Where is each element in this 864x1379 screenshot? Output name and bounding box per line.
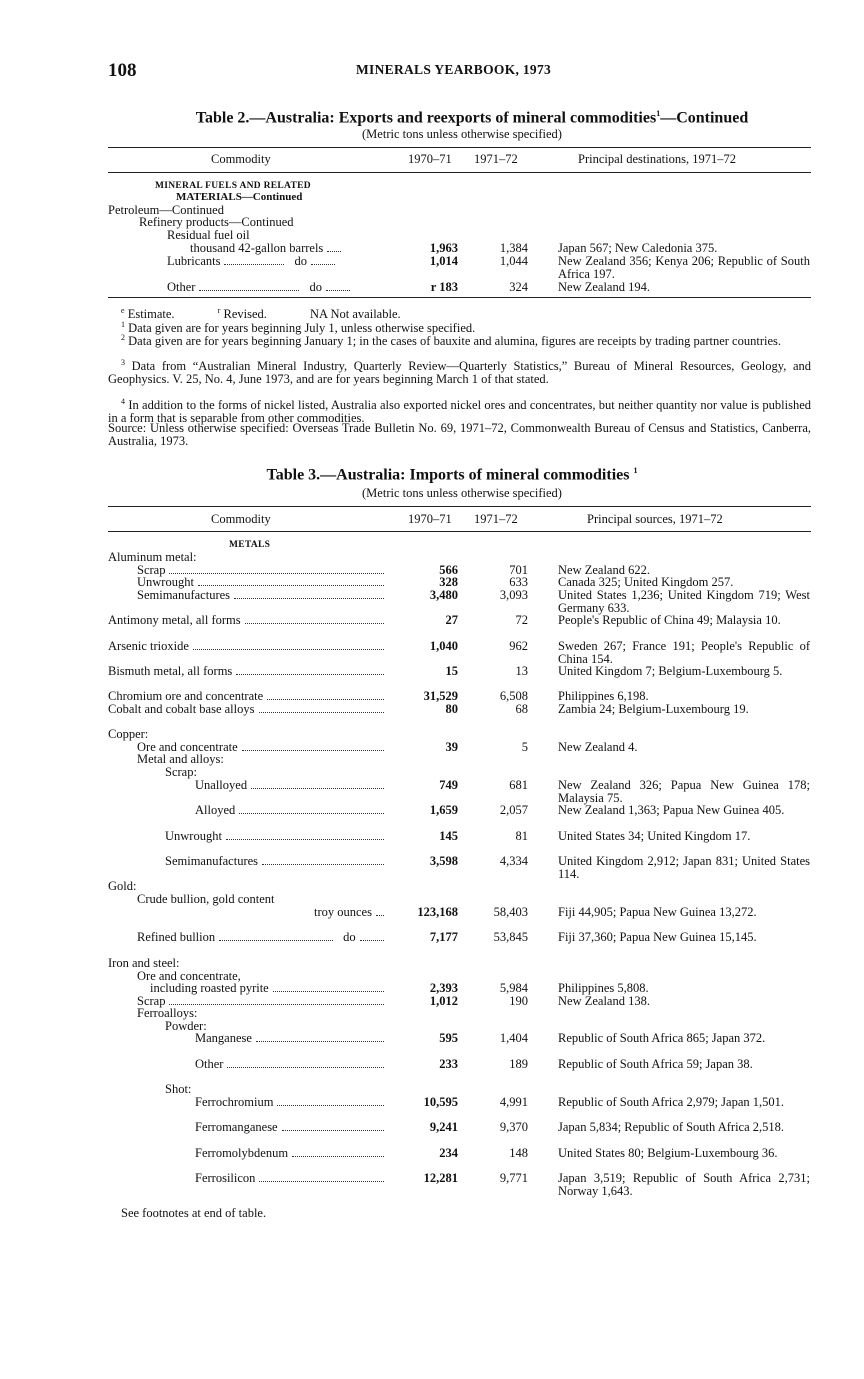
leader-dots [169, 996, 384, 1005]
leader-dots [227, 1059, 384, 1068]
leader-dots [169, 565, 384, 574]
table3-top-rule [108, 506, 811, 507]
table2-col-1971: 1971–72 [474, 152, 518, 166]
leader-dots [376, 907, 384, 916]
leader-dots [239, 805, 384, 814]
leader-dots [193, 641, 384, 650]
leader-dots [251, 780, 384, 789]
footnote-1: $^1$ Data given are for years beginning July 1, unless otherwise specified. [121, 320, 476, 336]
leader-dots [198, 577, 384, 586]
leader-dots [282, 1122, 384, 1131]
table3-col-commodity: Commodity [211, 512, 271, 526]
table2-bottom-rule [108, 297, 811, 298]
table2-col-commodity: Commodity [211, 152, 271, 166]
leader-dots [219, 932, 333, 941]
table2-col-destinations: Principal destinations, 1971–72 [578, 152, 736, 166]
table3-header-rule [108, 531, 811, 532]
footnote-4: $^4$ In addition to the forms of nickel listed, Australia also exported nickel ores and concentrates, but neither quantity nor value is published in a form that is separable from other commodities. [108, 397, 811, 425]
table3-subtitle: (Metric tons unless otherwise specified) [362, 486, 562, 500]
leader-dots [360, 932, 384, 941]
footnote-source: Source: Unless otherwise specified: Overseas Trade Bulletin No. 69, 1971–72, Commonwealth Bureau of Census and Statistics, Canberra, Australia, 1973. [108, 421, 811, 448]
table2-title: Table 2.—Australia: Exports and reexports of mineral commodities$^1$—Continued [195, 109, 749, 127]
leader-dots [277, 1097, 384, 1106]
table3-title: Table 3.—Australia: Imports of mineral commodities $^1$ [266, 466, 638, 484]
running-header: MINERALS YEARBOOK, 1973 [356, 62, 552, 77]
leader-dots [256, 1033, 384, 1042]
table2-col-1970: 1970–71 [408, 152, 452, 166]
table2-subtitle: (Metric tons unless otherwise specified) [362, 127, 562, 141]
leader-dots [242, 742, 384, 751]
page-number: 108 [108, 60, 137, 81]
leader-dots [259, 704, 384, 713]
leader-dots [236, 666, 384, 675]
table2-header-rule [108, 172, 811, 173]
leader-dots [259, 1173, 384, 1182]
leader-dots [226, 831, 384, 840]
footnote-3: $^3$ Data from “Australian Mineral Industry, Quarterly Review—Quarterly Statistics,” Bureau of Mineral Resources, Geology, and Geophysics. V. 25, No. 4, June 1973, and are for years beginning March 1 of that stated. [108, 358, 811, 386]
leader-dots [273, 983, 384, 992]
leader-dots [262, 856, 384, 865]
table3-col-1971: 1971–72 [474, 512, 518, 526]
footnote-2: $^2$ Data given are for years beginning January 1; in the cases of bauxite and alumina, figures are receipts by trading partner countries. [121, 333, 782, 349]
footnote-abbrevs: $^e$ Estimate. $^r$ Revised. NA Not available. [121, 306, 401, 322]
leader-dots [234, 590, 384, 599]
see-footnotes-note: See footnotes at end of table. [121, 1206, 267, 1220]
table2-top-rule [108, 147, 811, 148]
table3-col-1970: 1970–71 [408, 512, 452, 526]
leader-dots [267, 691, 384, 700]
leader-dots [292, 1148, 384, 1157]
leader-dots [245, 615, 384, 624]
table3-col-sources: Principal sources, 1971–72 [587, 512, 723, 526]
document-page: 108 MINERALS YEARBOOK, 1973 Table 2.—Australia: Exports and reexports of mineral commodities$^1$—Continued (Metric tons unless otherwise specified) Commodity 1970–71 1971–72 Principal destinations, 1971–72 MINERAL FUELS AND RELATED MATERIALS—Continued Petroleum—Continued Refinery products—Continued Residual fuel oil thousand 42-gallon barrels 1,963 1,384 Japan 567; New Caledonia 375. Lubricants do 1,014 1,044 New Zealand 356; Kenya 206; Republic of South Africa 197. Other do r 183 324 New Zealand 194. $^e$ Estimate. $^r$ Revised. NA Not available. $^1$ Data given are for years beginning July 1, unless otherwise specified. $^2$ Data given are for years beginning January 1; in the cases of bauxite and alumina, figures are receipts by trading partner countries. $^3$ Data from “Australian Mineral Industry, Quarterly Review—Quarterly Statistics,” Bureau of Mineral Resources, Geology, and Geophysics. V. 25, No. 4, June 1973, and are for years beginning March 1 of that stated. $^4$ In addition to the forms of nickel listed, Australia also exported nickel ores and concentrates, but neither quantity nor value is published in a form that is separable from other commodities. Source: Unless otherwise specified: Overseas Trade Bulletin No. 69, 1971–72, Commonwealth Bureau of Census and Statistics, Canberra, Australia, 1973. Table 3.—Australia: Imports of mineral commodities $^1$ (Metric tons unless otherwise specified) Commodity 1970–71 1971–72 Principal sources, 1971–72 METALS Aluminum metal: Scrap 566 701 New Zealand 622. Unwrought 328 633 Canada 325; United Kingdom 257. Semimanufactures 3,480 3,093 United States 1,236; United Kingdom 719; West Germany 633. Antimony metal, all forms 27 72 People's Republic of China 49; Malaysia 10. Arsenic trioxide 1,040 962 Sweden 267; France 191; People's Republic of China 154. Bismuth metal, all forms 15 13 United Kingdom 7; Belgium-Luxembourg 5. Chromium ore and concentrate 31,529 6,508 Philippines 6,198. Cobalt and cobalt base alloys 80 68 Zambia 24; Belgium-Luxembourg 19. Copper: Ore and concentrate 39 5 New Zealand 4. Metal and alloys: Scrap: Unalloyed 749 681 New Zealand 326; Papua New Guinea 178; Malaysia 75. Alloyed 1,659 2,057 New Zealand 1,363; Papua New Guinea 405. Unwrought 145 81 United States 34; United Kingdom 17. Semimanufactures 3,598 4,334 United Kingdom 2,912; Japan 831; United States 114. Gold: Crude bullion, gold content troy ounces 123,168 58,403 Fiji 44,905; Papua New Guinea 13,272. Refined bullion do 7,177 53,845 Fiji 37,360; Papua New Guinea 15,145. Iron and steel: Ore and concentrate, including roasted pyrite 2,393 5,984 Philippines 5,808. Scrap 1,012 190 New Zealand 138. Ferroalloys: Powder: Manganese 595 1,404 Republic of South Africa 865; Japan 372. Other 233 189 Republic of South Africa 59; Japan 38. Shot: Ferrochromium 10,595 4,991 Republic of South Africa 2,979; Japan 1,501. Ferromanganese 9,241 9,370 Japan 5,834; Republic of South Africa 2,518. Ferromolybdenum 234 148 United States 80; Belgium-Luxembourg 36. Ferrosilicon 12,281 9,771 Japan 3,519; Republic of South Africa 2,731; Norway 1,643. See footnotes at end of table. [0, 0, 864, 1379]
